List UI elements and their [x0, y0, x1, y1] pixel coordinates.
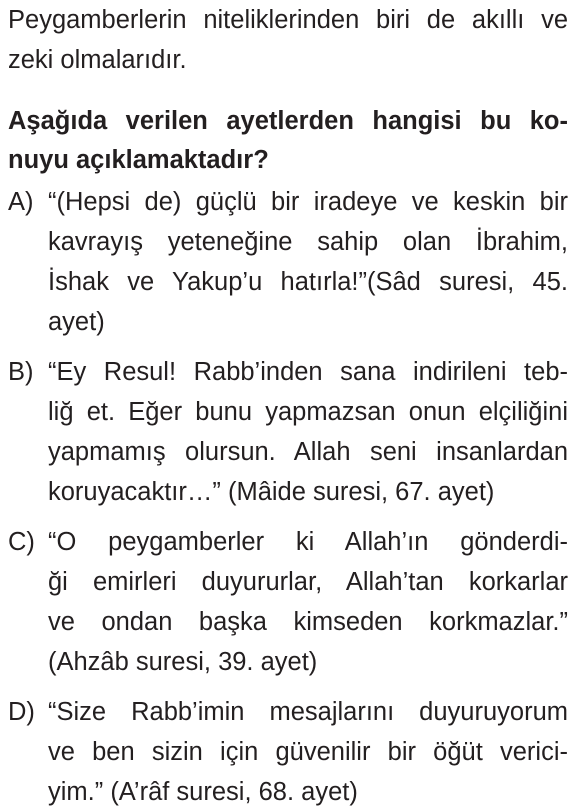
option-line: ve ben sizin için güvenilir bir öğüt verici-: [48, 738, 568, 766]
option-line: “(Hepsi de) güçlü bir iradeye ve keskin bir: [48, 188, 568, 216]
option-letter: C): [8, 528, 35, 556]
prompt-line: Aşağıda verilen ayetlerden hangisi bu ko-: [8, 107, 568, 135]
option-line: yim.” (A’râf suresi, 68. ayet): [48, 778, 358, 806]
option-line: ayet): [48, 308, 105, 336]
option-text: [48, 522, 568, 682]
option-line: yapmamış olursun. Allah seni insanlardan: [48, 438, 568, 466]
answer-options: [8, 182, 568, 812]
option-line: ve ondan başka kimseden korkmazlar.”: [48, 608, 568, 636]
option-line: “O peygamberler ki Allah’ın gönderdi-: [48, 528, 568, 556]
stem-line: zeki olmalarıdır.: [8, 46, 187, 74]
question-stem: [8, 0, 568, 80]
option-text: [48, 692, 568, 812]
option-line: “Size Rabb’imin mesajlarını duyuruyorum: [48, 698, 568, 726]
option-line: (Ahzâb suresi, 39. ayet): [48, 648, 318, 676]
option-letter: B): [8, 358, 34, 386]
option-line: liğ et. Eğer bunu yapmazsan onun elçiliğini: [48, 398, 568, 426]
option-letter: D): [8, 698, 35, 726]
question-prompt: [8, 102, 568, 180]
option-line: koruyacaktır…” (Mâide suresi, 67. ayet): [48, 478, 495, 506]
option-d[interactable]: [8, 692, 568, 812]
prompt-line: nuyu açıklamaktadır?: [8, 146, 269, 174]
option-line: ği emirleri duyururlar, Allah’tan korkarlar: [48, 568, 568, 596]
option-line: kavrayış yeteneğine sahip olan İbrahim,: [48, 228, 568, 256]
option-text: [48, 352, 568, 512]
option-text: [48, 182, 568, 342]
option-letter: A): [8, 188, 34, 216]
option-b[interactable]: [8, 352, 568, 512]
option-line: İshak ve Yakup’u hatırla!”(Sâd suresi, 45.: [48, 268, 568, 296]
option-c[interactable]: [8, 522, 568, 682]
stem-line: Peygamberlerin niteliklerinden biri de akıllı ve: [8, 6, 568, 34]
option-a[interactable]: [8, 182, 568, 342]
option-line: “Ey Resul! Rabb’inden sana indirileni teb-: [48, 358, 568, 386]
